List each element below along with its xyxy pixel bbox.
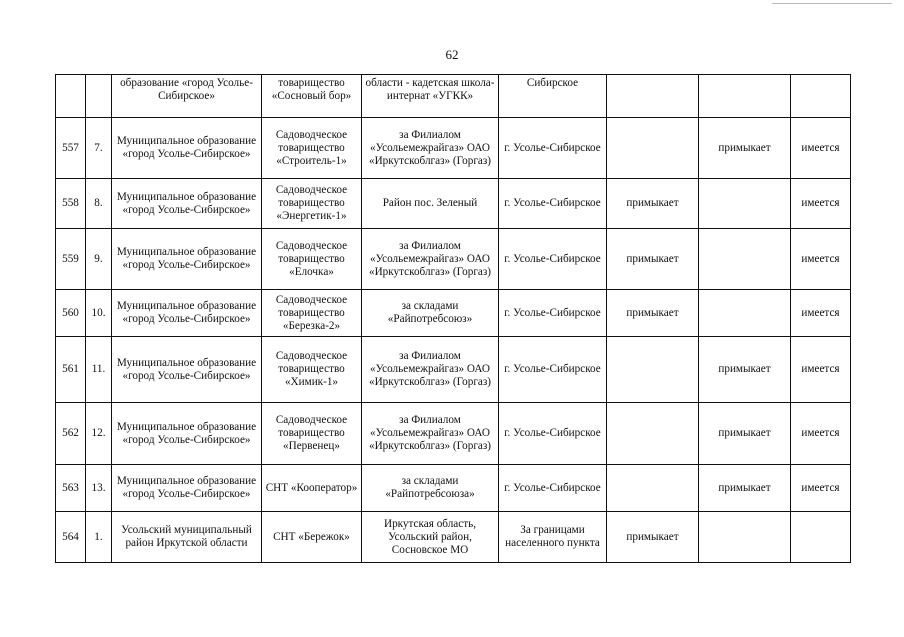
location-cell: за складами «Райпотребсоюза» <box>362 465 499 512</box>
availability-cell: имеется <box>791 337 851 403</box>
owner-cell: Муниципальное образование «город Усолье-Сибирское» <box>112 179 262 229</box>
row-number: 562 <box>56 403 86 465</box>
row-number: 564 <box>56 512 86 563</box>
settlement-cell: г. Усолье-Сибирское <box>499 179 607 229</box>
row-number: 557 <box>56 118 86 179</box>
object-cell: Садоводческое товарищество «Березка-2» <box>262 290 362 337</box>
availability-cell <box>791 75 851 118</box>
row-number <box>56 75 86 118</box>
availability-cell: имеется <box>791 290 851 337</box>
adjacency-cell <box>607 337 699 403</box>
owner-cell: образование «город Усолье-Сибирское» <box>112 75 262 118</box>
location-cell: за Филиалом «Усольемежрайгаз» ОАО «Иркутскоблгаз» (Горгаз) <box>362 337 499 403</box>
adjacency-alt-cell <box>699 75 791 118</box>
object-cell: СНТ «Кооператор» <box>262 465 362 512</box>
table-row <box>56 229 851 290</box>
row-number: 560 <box>56 290 86 337</box>
object-cell: Садоводческое товарищество «Елочка» <box>262 229 362 290</box>
table-row <box>56 337 851 403</box>
row-index: 13. <box>86 465 112 512</box>
row-number: 563 <box>56 465 86 512</box>
row-number: 561 <box>56 337 86 403</box>
adjacency-alt-cell <box>699 290 791 337</box>
settlement-cell: г. Усолье-Сибирское <box>499 229 607 290</box>
location-cell: области - кадетская школа-интернат «УГКК» <box>362 75 499 118</box>
table-row <box>56 512 851 563</box>
adjacency-alt-cell: примыкает <box>699 465 791 512</box>
location-cell: за складами «Райпотребсоюз» <box>362 290 499 337</box>
document-table <box>55 74 851 563</box>
adjacency-alt-cell <box>699 512 791 563</box>
table-row <box>56 118 851 179</box>
settlement-cell: За границами населенного пункта <box>499 512 607 563</box>
adjacency-cell <box>607 75 699 118</box>
table-row <box>56 465 851 512</box>
row-index: 8. <box>86 179 112 229</box>
scan-edge-mark <box>772 0 892 4</box>
adjacency-cell <box>607 465 699 512</box>
availability-cell: имеется <box>791 179 851 229</box>
settlement-cell: г. Усолье-Сибирское <box>499 465 607 512</box>
object-cell: Садоводческое товарищество «Химик-1» <box>262 337 362 403</box>
table-row <box>56 290 851 337</box>
settlement-cell: г. Усолье-Сибирское <box>499 403 607 465</box>
availability-cell: имеется <box>791 465 851 512</box>
table-row <box>56 179 851 229</box>
adjacency-alt-cell <box>699 179 791 229</box>
table-row <box>56 75 851 118</box>
settlement-cell: Сибирское <box>499 75 607 118</box>
settlement-cell: г. Усолье-Сибирское <box>499 290 607 337</box>
object-cell: Садоводческое товарищество «Строитель-1» <box>262 118 362 179</box>
object-cell: Садоводческое товарищество «Первенец» <box>262 403 362 465</box>
object-cell: Садоводческое товарищество «Энергетик-1» <box>262 179 362 229</box>
location-cell: за Филиалом «Усольемежрайгаз» ОАО «Иркутскоблгаз» (Горгаз) <box>362 403 499 465</box>
availability-cell: имеется <box>791 229 851 290</box>
row-number: 559 <box>56 229 86 290</box>
location-cell: Иркутская область, Усольский район, Сосновское МО <box>362 512 499 563</box>
row-index: 10. <box>86 290 112 337</box>
page-number: 62 <box>445 47 459 62</box>
adjacency-alt-cell: примыкает <box>699 337 791 403</box>
owner-cell: Усольский муниципальный район Иркутской области <box>112 512 262 563</box>
adjacency-cell: примыкает <box>607 512 699 563</box>
row-index <box>86 75 112 118</box>
location-cell: Район пос. Зеленый <box>362 179 499 229</box>
owner-cell: Муниципальное образование «город Усолье-Сибирское» <box>112 337 262 403</box>
row-index: 12. <box>86 403 112 465</box>
availability-cell: имеется <box>791 403 851 465</box>
availability-cell <box>791 512 851 563</box>
adjacency-cell: примыкает <box>607 179 699 229</box>
row-index: 9. <box>86 229 112 290</box>
adjacency-cell <box>607 403 699 465</box>
object-cell: СНТ «Бережок» <box>262 512 362 563</box>
location-cell: за Филиалом «Усольемежрайгаз» ОАО «Иркутскоблгаз» (Горгаз) <box>362 229 499 290</box>
adjacency-cell: примыкает <box>607 290 699 337</box>
owner-cell: Муниципальное образование «город Усолье-Сибирское» <box>112 403 262 465</box>
owner-cell: Муниципальное образование «город Усолье-Сибирское» <box>112 465 262 512</box>
adjacency-cell: примыкает <box>607 229 699 290</box>
owner-cell: Муниципальное образование «город Усолье-Сибирское» <box>112 118 262 179</box>
owner-cell: Муниципальное образование «город Усолье-Сибирское» <box>112 229 262 290</box>
adjacency-alt-cell <box>699 229 791 290</box>
row-index: 11. <box>86 337 112 403</box>
row-index: 7. <box>86 118 112 179</box>
object-cell: товарищество «Сосновый бор» <box>262 75 362 118</box>
owner-cell: Муниципальное образование «город Усолье-Сибирское» <box>112 290 262 337</box>
adjacency-alt-cell: примыкает <box>699 118 791 179</box>
row-index: 1. <box>86 512 112 563</box>
row-number: 558 <box>56 179 86 229</box>
adjacency-alt-cell: примыкает <box>699 403 791 465</box>
availability-cell: имеется <box>791 118 851 179</box>
settlement-cell: г. Усолье-Сибирское <box>499 337 607 403</box>
location-cell: за Филиалом «Усольемежрайгаз» ОАО «Иркутскоблгаз» (Горгаз) <box>362 118 499 179</box>
table-row <box>56 403 851 465</box>
adjacency-cell <box>607 118 699 179</box>
settlement-cell: г. Усолье-Сибирское <box>499 118 607 179</box>
